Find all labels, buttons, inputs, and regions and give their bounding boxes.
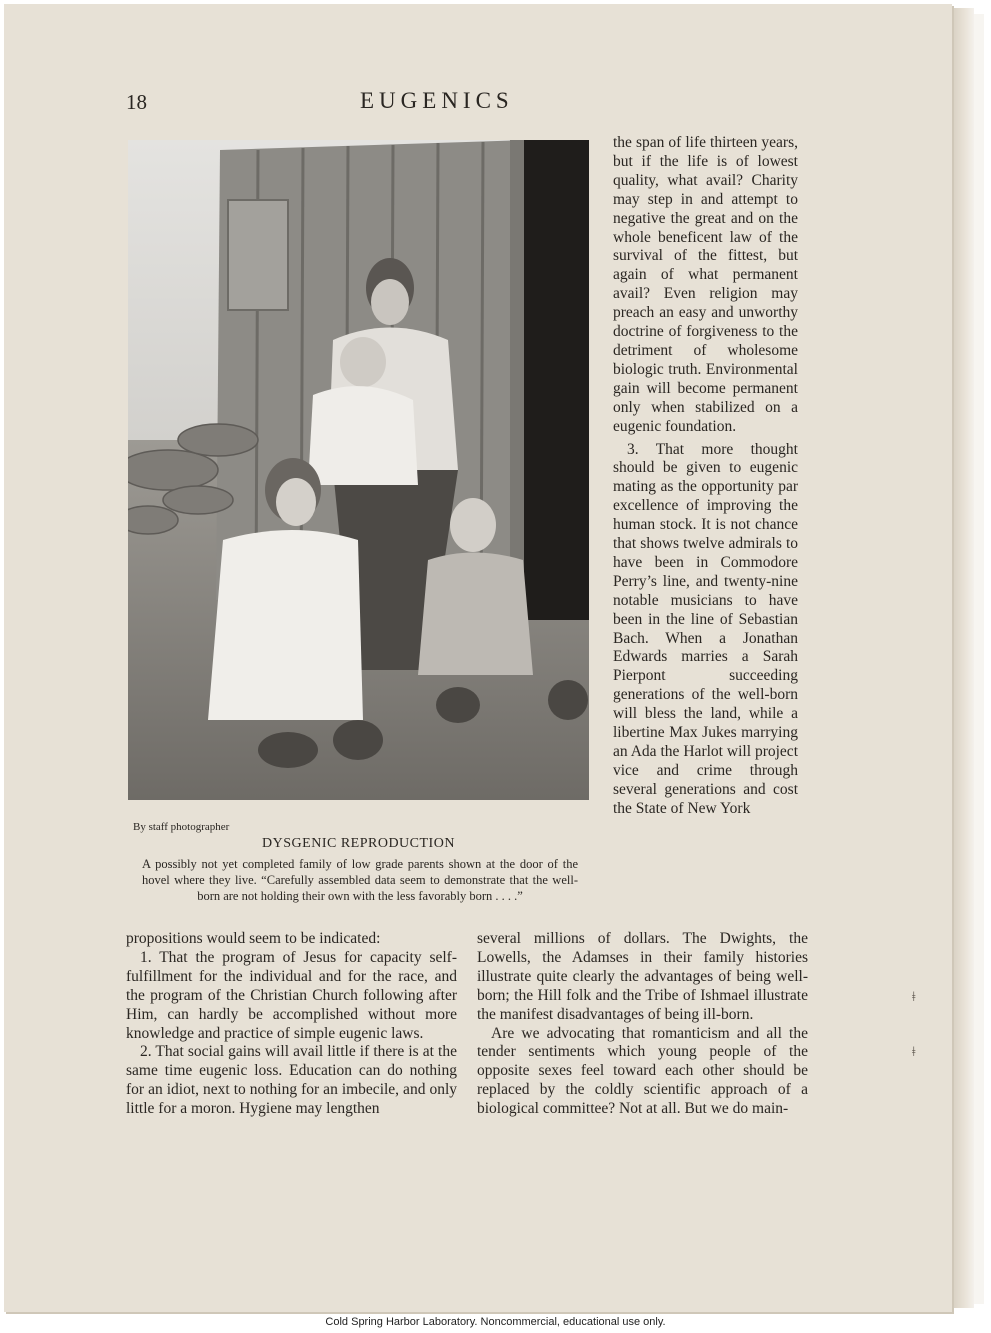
page-edge-inner: [974, 14, 984, 1304]
page-edge: [952, 8, 974, 1308]
bottom-right-column: [477, 930, 808, 1119]
body-paragraph: 2. That social gains will avail little if there is at the same time eugenic loss. Education can do nothing for an idiot, next to nothing for an imbecile, and only little for a moron. Hygiene may lengthen: [126, 1043, 457, 1118]
body-paragraph: 1. That the program of Jesus for capacity self-fulfillment for the individual and for the race, and the program of the Christian Church following after Him, can hardly be accomplished without more knowledge and practice of simple eugenic laws.: [126, 948, 457, 1042]
body-paragraph: several millions of dollars. The Dwights, the Lowells, the Adamses in their family histories illustrate quite clearly the advantages of being well-born; the Hill folk and the Tribe of Ishmael illustrate the manifest disadvantages of being ill-born.: [477, 930, 808, 1023]
caption-text: A possibly not yet completed family of low grade parents shown at the door of the hovel where they live. “Carefully assembled data seem to demonstrate that the well-born are not holding their own with the less favorably born . . . .”: [142, 857, 578, 903]
photograph-image: [128, 140, 589, 800]
photo-credit: By staff photographer: [133, 821, 230, 833]
body-paragraph: Are we advocating that romanticism and all the tender sentiments which young people of the opposite sexes feel toward each other should be replaced by the coldly scientific approach of a biological committee? Not at all. But we do main-: [477, 1024, 808, 1118]
page-number: 18: [126, 90, 147, 114]
body-paragraph: propositions would seem to be indicated:: [126, 930, 381, 947]
right-column: [613, 134, 798, 819]
right-column-paragraph: the span of life thirteen years, but if the life is of lowest quality, what avail? Charity may step in and attempt to negative the great and on the whole beneficent law of the survival of the fittest, but again of what permanent avail? Even religion may preach an easy and unworthy doctrine of forgiveness to the detriment of wholesome biologic truth. Environmental gain will become permanent only when stabilized on a eugenic foundation.: [613, 134, 798, 435]
right-column-paragraph: 3. That more thought should be given to eugenic mating as the opportunity par excellence of improving the human stock. It is not chance that shows twelve admirals to have been in Commodore Perry’s line, and twenty-nine notable musicians to have been in the line of Sebastian Bach. When a Jonathan Edwards marries a Sarah Pierpont succeeding generations of the well-born will bless the land, while a libertine Max Jukes marrying an Ada the Harlot will project vice and crime through several generations and cost the State of New York: [613, 440, 798, 817]
margin-mark: ǂ: [912, 990, 916, 1005]
family-photograph: [128, 140, 589, 800]
archive-footer: Cold Spring Harbor Laboratory. Noncommercial, educational use only.: [325, 1316, 666, 1328]
bottom-left-column: [126, 930, 457, 1119]
journal-title: EUGENICS: [360, 88, 514, 113]
margin-mark: ǂ: [912, 1045, 916, 1060]
caption-title: DYSGENIC REPRODUCTION: [262, 836, 455, 851]
